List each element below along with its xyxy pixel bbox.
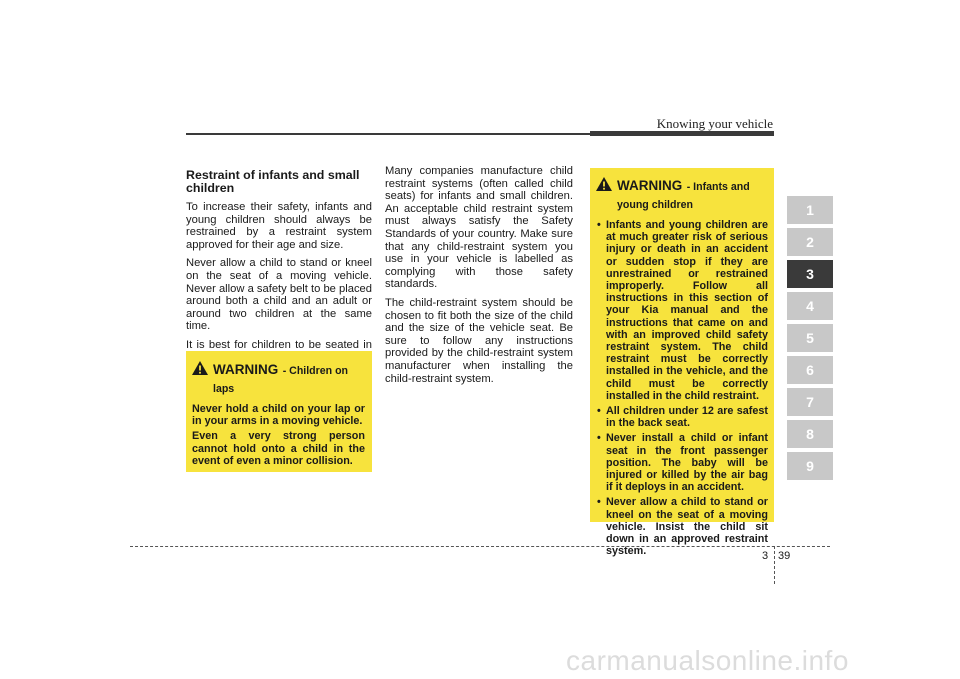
- chapter-tab-2[interactable]: 2: [787, 228, 833, 256]
- paragraph: To increase their safety, infants and young children should always be restrained by a restraint system approved for their age and size.: [186, 201, 372, 251]
- chapter-tab-8[interactable]: 8: [787, 420, 833, 448]
- warning-bullet: • All children under 12 are safest in the back seat.: [596, 405, 768, 429]
- page-chapter-number: 3: [762, 550, 769, 562]
- watermark: carmanualsonline.info: [566, 645, 849, 676]
- chapter-tab-5[interactable]: 5: [787, 324, 833, 352]
- warning-bullet: • Never install a child or infant seat in the front passenger position. The baby will be injured or killed by the air bag if it deploys in an accident.: [596, 432, 768, 493]
- chapter-tab-6[interactable]: 6: [787, 356, 833, 384]
- warning-box-infants: [590, 168, 774, 558]
- chapter-tabs: [787, 196, 833, 484]
- paragraph: Never allow a child to stand or kneel on the seat of a moving vehicle. Never allow a safety belt to be placed around both a child and an adult or around two children at the same time.: [186, 257, 372, 333]
- warning-triangle-icon: [596, 177, 612, 191]
- footer-divider: [130, 546, 830, 547]
- header-title: Knowing your vehicle: [656, 116, 773, 131]
- warning-subtitle: - Infants and young children: [617, 181, 750, 211]
- paragraph: Many companies manufacture child restraint systems (often called child seats) for infants and small children. An acceptable child restraint system must always satisfy the Safety Standards of your country. Make sure that any child-restraint system you use in your vehicle is labelled as complying with those safety standards.: [385, 165, 573, 291]
- warning-header: [192, 361, 365, 397]
- page-number: 39: [778, 550, 791, 562]
- section-heading: Restraint of infants and small children: [186, 168, 360, 195]
- header-rule-accent: [590, 131, 774, 136]
- warning-header: [596, 177, 768, 213]
- footer-page-separator: [774, 546, 775, 584]
- warning-bullet: • Infants and young children are at much greater risk of serious injury or death in an accident or sudden stop if they are unrestrained or restrained improperly. Follow all instructions in this section of your Kia manual and the instructions that came on and with an improved child safety restraint system. The child restraint must be correctly installed in the vehicle, and the child must be correctly installed in the child restraint.: [596, 219, 768, 402]
- paragraph: The child-restraint system should be chosen to fit both the size of the child and the size of the vehicle seat. Be sure to follow any instructions provided by the child-restraint system manufacturer when installing the child-restraint system.: [385, 296, 573, 385]
- chapter-tab-3-active[interactable]: 3: [787, 260, 833, 288]
- warning-box-children-on-laps: [186, 351, 372, 472]
- chapter-tab-9[interactable]: 9: [787, 452, 833, 480]
- warning-paragraph: Never hold a child on your lap or in your arms in a moving vehicle.: [192, 403, 365, 428]
- warning-word: WARNING: [617, 178, 683, 193]
- warning-bullet-list: [596, 219, 768, 557]
- paragraph: It is best for children to be seated in: [186, 338, 372, 351]
- warning-bullet: • Never allow a child to stand or kneel on the seat of a moving vehicle. Insist the child sit down in an approved restraint system.: [596, 496, 768, 557]
- text-column-left: [186, 169, 372, 370]
- warning-triangle-icon: [192, 361, 208, 375]
- chapter-tab-1[interactable]: 1: [787, 196, 833, 224]
- warning-body: [192, 403, 365, 467]
- warning-subtitle: - Children on laps: [213, 365, 349, 395]
- text-column-middle: [385, 165, 573, 391]
- warning-body: [596, 219, 768, 557]
- warning-paragraph: Even a very strong person cannot hold onto a child in the event of even a minor collision.: [192, 430, 365, 467]
- warning-word: WARNING: [213, 362, 279, 377]
- chapter-tab-4[interactable]: 4: [787, 292, 833, 320]
- chapter-tab-7[interactable]: 7: [787, 388, 833, 416]
